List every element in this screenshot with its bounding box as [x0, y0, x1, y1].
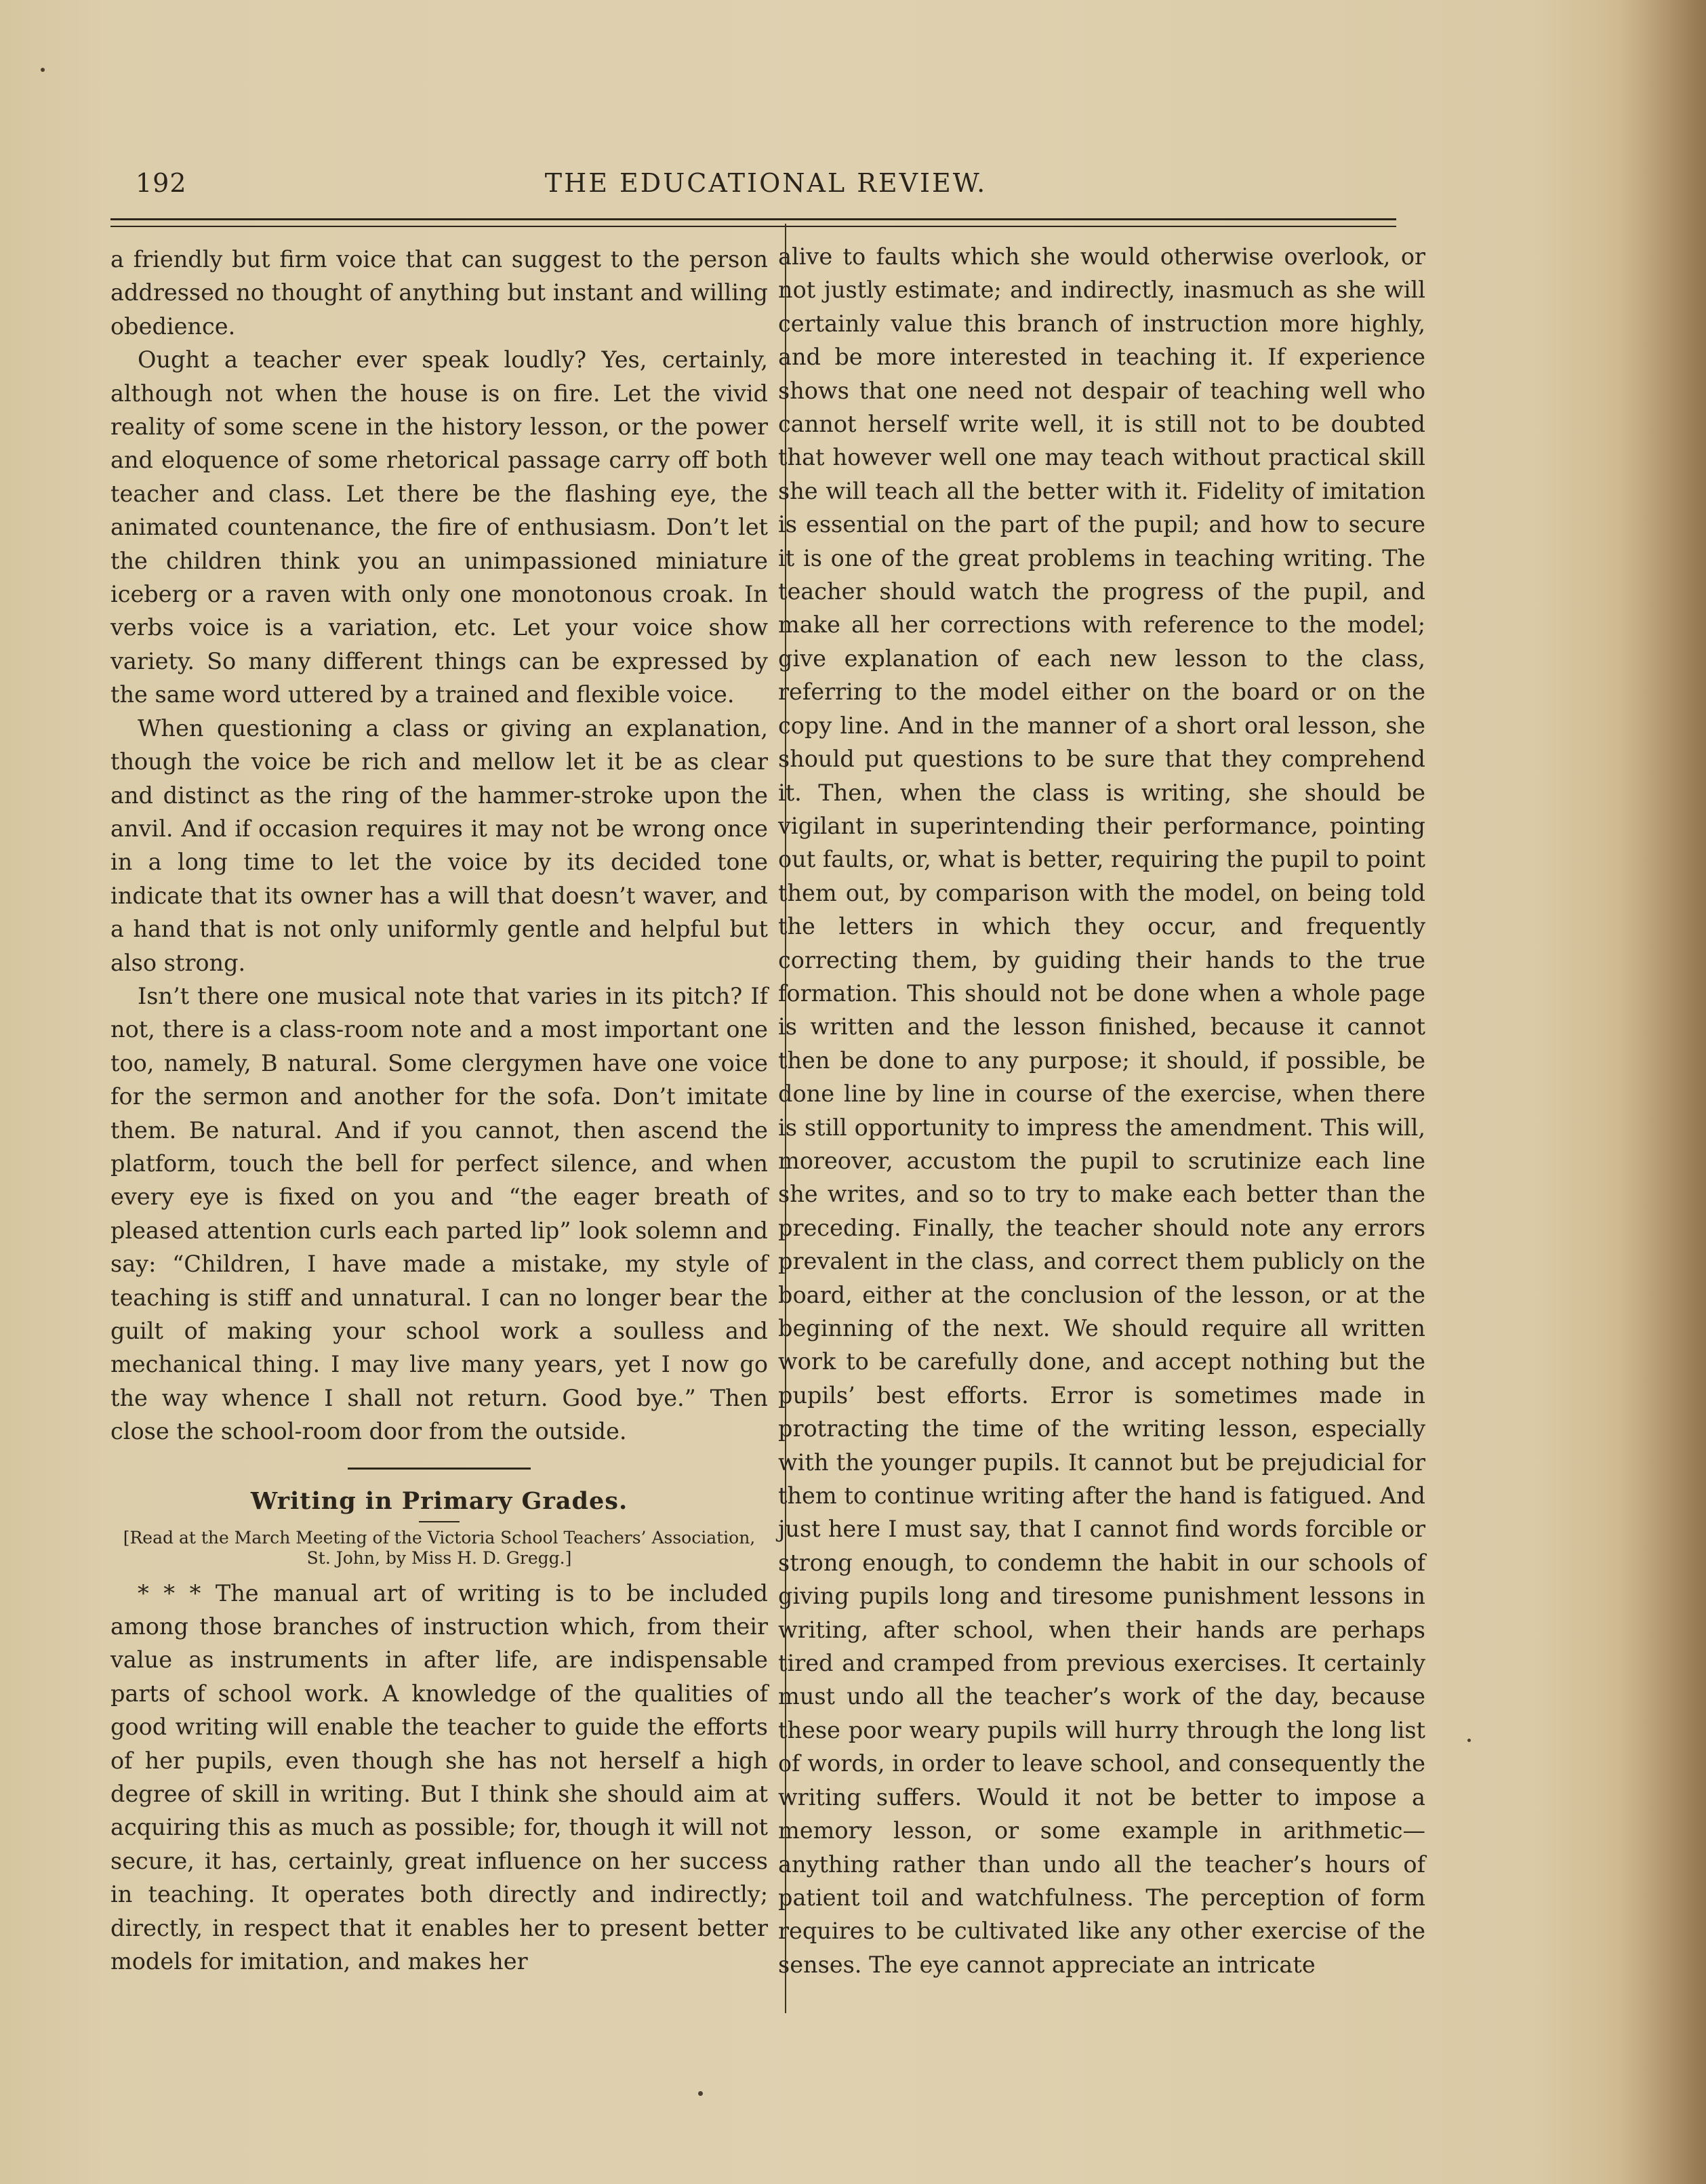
paragraph: a friendly but firm voice that can suggest to the person addressed no thought of anything but instant and willing obedience. [110, 246, 768, 340]
byline: [Read at the March Meeting of the Victoria School Teachers’ Association, St. John, by Miss H. D. Gregg.] [123, 1527, 756, 1568]
paragraph: Isn’t there one musical note that varies in its pitch? If not, there is a class-room note and a most important one too, namely, B natural. Some clergymen have one voice for the sermon and another for the sofa. Don’t imitate them. Be natural. And if you cannot, then ascend the platform, touch the bell for perfect silence, and when every eye is fixed on you and “the eager breath of pleased attention curls each parted lip” look solemn and say: “Children, I have made a mistake, my style of teaching is stiff and unnatural. I can no longer bear the guilt of making your school work a soulless and mechanical thing. I may live many years, yet I now go the way whence I shall not return. Good bye.” Then close the school-room door from the outside. [110, 982, 768, 1445]
left-column [110, 243, 768, 1979]
header-rule-thick [110, 218, 1396, 220]
paper-speck [698, 2091, 703, 2096]
journal-title: THE EDUCATIONAL REVIEW. [544, 168, 988, 198]
right-column [778, 240, 1425, 1981]
paper-speck [41, 68, 45, 72]
paragraph: * * * The manual art of writing is to be included among those branches of instruction which, from their value as instruments in after life, are indispensable parts of school work. A knowledge of the qualities of good writing will enable the teacher to guide the efforts of her pupils, even though she has not herself a high degree of skill in writing. But I think she should aim at acquiring this as much as possible; for, though it will not secure, it has, certainly, great influence on her success in teaching. It operates both directly and indirectly; directly, in respect that it enables her to present better models for imitation, and makes her [110, 1579, 768, 1975]
title-underline [419, 1521, 460, 1522]
running-header [136, 168, 1396, 209]
page-number: 192 [136, 168, 187, 198]
header-rule-thin [110, 226, 1396, 227]
paragraph: When questioning a class or giving an explanation, though the voice be rich and mellow let it be as clear and distinct as the ring of the hammer-stroke upon the anvil. And if occasion requires it may not be wrong once in a long time to let the voice by its decided tone indicate that its owner has a will that doesn’t waver, and a hand that is not only uniformly gentle and helpful but also strong. [110, 714, 768, 976]
section-title: Writing in Primary Grades. [250, 1487, 628, 1515]
section-separator [348, 1468, 531, 1470]
paragraph: Ought a teacher ever speak loudly? Yes, certainly, although not when the house is on fire. Let the vivid reality of some scene in the history lesson, or the power and eloquence of some rhetorical passage carry off both teacher and class. Let there be the flashing eye, the animated countenance, the fire of enthusiasm. Don’t let the children think you an unimpassioned miniature iceberg or a raven with only one monotonous croak. In verbs voice is a variation, etc. Let your voice show variety. So many different things can be expressed by the same word uttered by a trained and flexible voice. [110, 346, 768, 708]
paper-speck [1467, 1739, 1471, 1742]
page-edge-shadow [1618, 0, 1706, 2184]
paragraph: alive to faults which she would otherwise overlook, or not justly estimate; and indirectly, inasmuch as she will certainly value this branch of instruction more highly, and be more interested in teaching it. If experience shows that one need not despair of teaching well who cannot herself write well, it is still not to be doubted that however well one may teach without practical skill she will teach all the better with it. Fidelity of imitation is essential on the part of the pupil; and how to secure it is one of the great problems in teaching writing. The teacher should watch the progress of the pupil, and make all her corrections with reference to the model; give explanation of each new lesson to the class, referring to the model either on the board or on the copy line. And in the manner of a short oral lesson, she should put questions to be sure that they comprehend it. Then, when the class is writing, she should be vigilant in superintending their performance, pointing out faults, or, what is better, requiring the pupil to point them out, by comparison with the model, on being told the letters in which they occur, and frequently correcting them, by guiding their hands to the true formation. This should not be done when a whole page is written and the lesson finished, because it cannot then be done to any purpose; it should, if possible, be done line by line in course of the exercise, when there is still opportunity to impress the amendment. This will, moreover, accustom the pupil to scrutinize each line she writes, and so to try to make each better than the preceding. Finally, the teacher should note any errors prevalent in the class, and correct them publicly on the board, either at the conclusion of the lesson, or at the beginning of the next. We should require all written work to be carefully done, and accept nothing but the pupils’ best efforts. Error is sometimes made in protracting the time of the writing lesson, especially with the younger pupils. It cannot but be prejudicial for them to continue writing after the hand is fatigued. And just here I must say, that I cannot find words forcible or strong enough, to condemn the habit in our schools of giving pupils long and tiresome punishment lessons in writing, after school, when their hands are perhaps tired and cramped from previous exercises. It certainly must undo all the teacher’s work of the day, because these poor weary pupils will hurry through the long list of words, in order to leave school, and consequently the writing suffers. Would it not be better to impose a memory lesson, or some example in arithmetic—anything rather than undo all the teacher’s hours of patient toil and watchfulness. The perception of form requires to be cultivated like any other exercise of the senses. The eye cannot appreciate an intricate [778, 243, 1425, 1978]
